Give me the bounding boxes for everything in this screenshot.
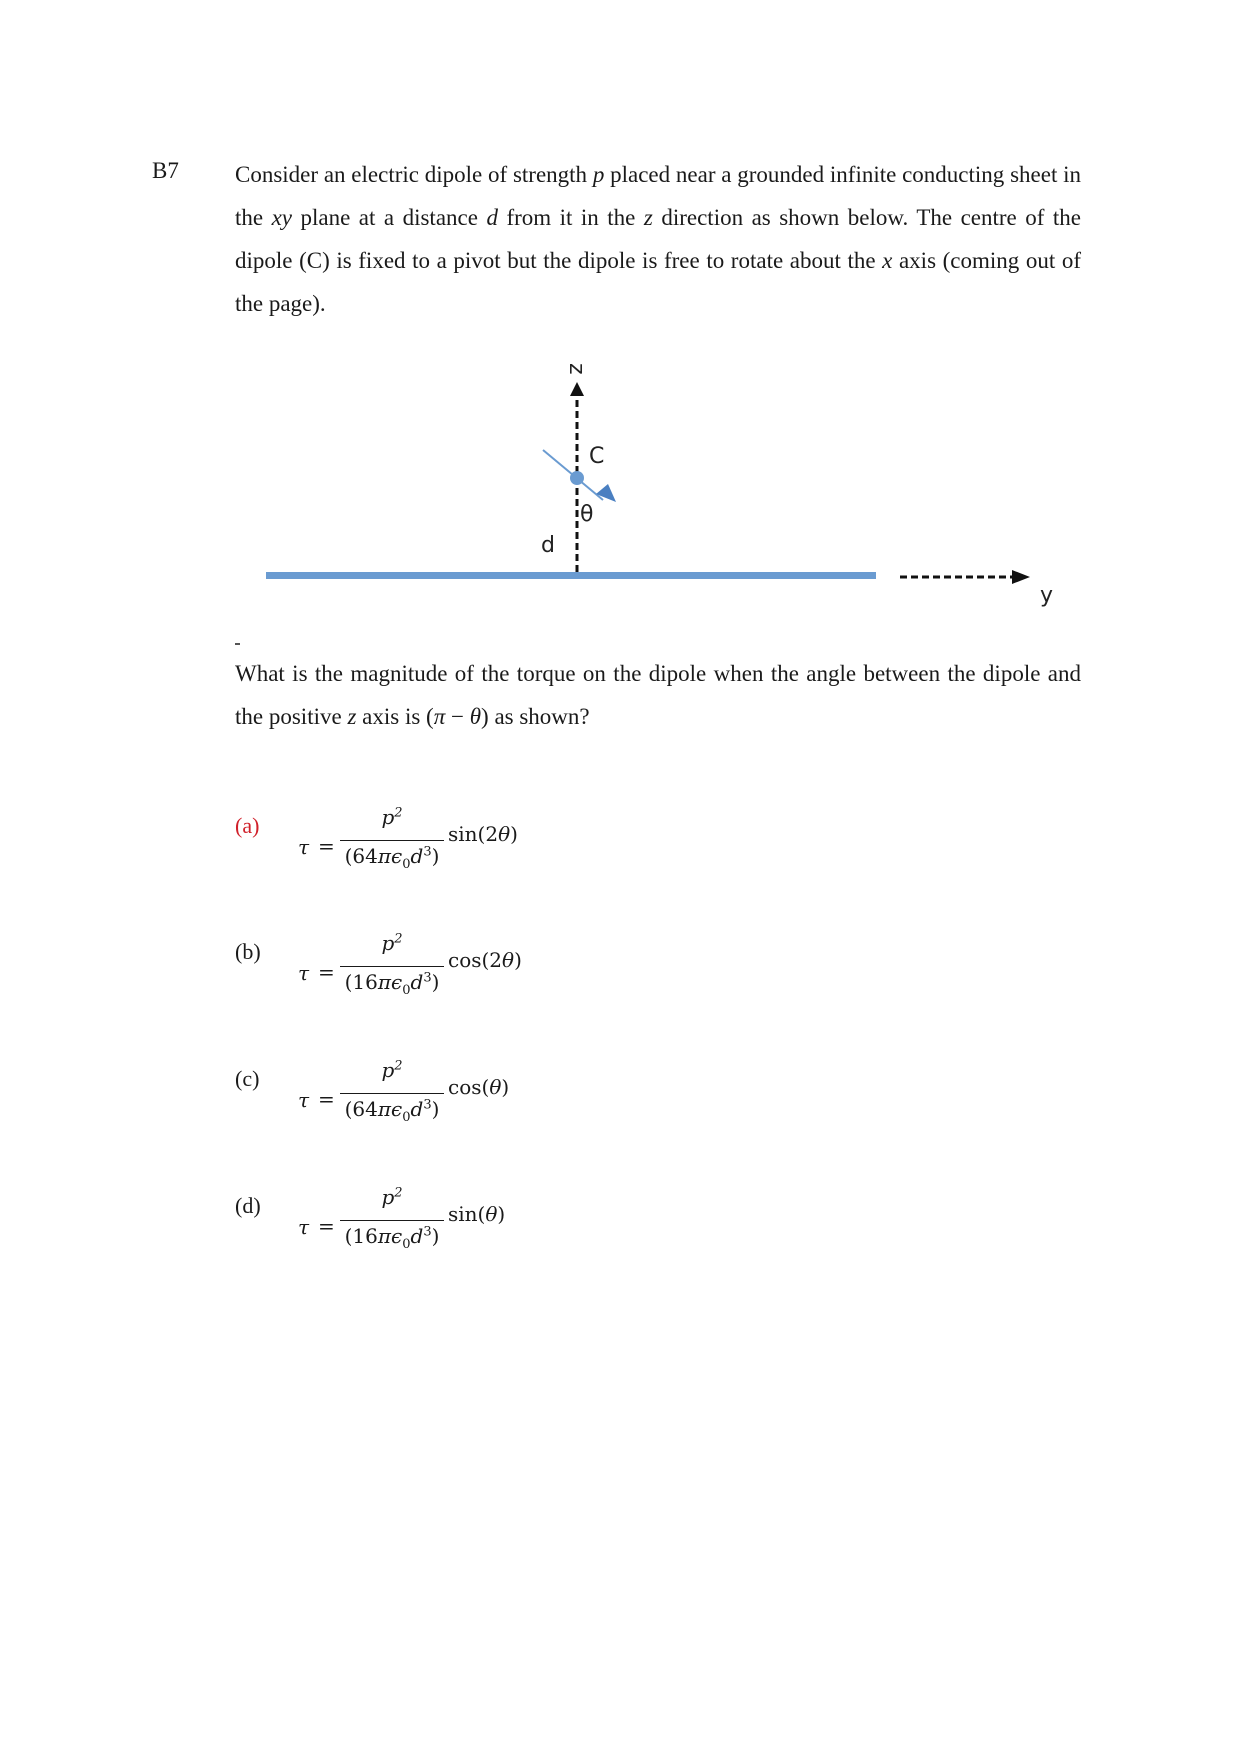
denominator: $(64\pi\epsilon_0d^3)$ <box>344 1097 440 1125</box>
option-b-formula[interactable] <box>298 931 558 1011</box>
option-c-label[interactable]: (c) <box>235 1066 260 1091</box>
trig-factor: cos(θ) <box>448 1075 510 1099</box>
equals-sign: = <box>318 1214 335 1238</box>
z-axis-arrowhead <box>570 382 584 396</box>
distance-label-d: d <box>541 533 555 558</box>
fraction-bar <box>340 840 444 841</box>
stray-mark <box>235 643 240 645</box>
fraction-bar <box>340 1220 444 1221</box>
y-axis-arrowhead <box>1012 570 1030 584</box>
fraction-bar <box>340 1093 444 1094</box>
z-axis-label: z <box>564 363 589 375</box>
equals-sign: = <box>318 834 335 858</box>
y-axis-label: y <box>1040 583 1054 608</box>
option-b-label[interactable]: (b) <box>235 939 261 964</box>
option-a-label[interactable]: (a) <box>235 813 260 838</box>
torque-symbol: τ <box>298 835 310 859</box>
denominator: $(64\pi\epsilon_0d^3)$ <box>344 844 440 872</box>
option-a-formula[interactable] <box>298 805 558 885</box>
dipole-arrowhead <box>596 484 616 502</box>
conducting-sheet <box>266 572 876 579</box>
question-intro: Consider an electric dipole of strength p placed near a grounded infinite conducting sheet in the xy plane at a distance d from it in the z direction as shown below. The centre of the dipole (C) is fixed to a pivot but the dipole is free to rotate about the x axis (coming out of the page). <box>235 162 1082 316</box>
denominator: $(16\pi\epsilon_0d^3)$ <box>344 1224 440 1252</box>
torque-symbol: τ <box>298 961 310 985</box>
denominator: $(16\pi\epsilon_0d^3)$ <box>344 970 440 998</box>
dipole-pivot <box>570 471 584 485</box>
trig-factor: sin(2θ) <box>448 822 518 846</box>
question-stem: What is the magnitude of the torque on the dipole when the angle between the dipole and the positive z axis is (π − θ) as shown? <box>235 661 1081 729</box>
option-d-formula[interactable] <box>298 1185 558 1265</box>
pivot-label-c: C <box>589 444 605 469</box>
option-c-formula[interactable] <box>298 1058 558 1138</box>
trig-factor: sin(θ) <box>448 1202 506 1226</box>
numerator: $p^2$ <box>381 805 403 829</box>
torque-symbol: τ <box>298 1088 310 1112</box>
dipole-diagram <box>0 0 1241 640</box>
theta-label: θ <box>580 502 594 527</box>
numerator: $p^2$ <box>381 1058 403 1082</box>
equals-sign: = <box>318 1087 335 1111</box>
torque-symbol: τ <box>298 1215 310 1239</box>
equals-sign: = <box>318 960 335 984</box>
fraction-bar <box>340 966 444 967</box>
trig-factor: cos(2θ) <box>448 948 522 972</box>
question-number: B7 <box>152 158 179 183</box>
numerator: $p^2$ <box>381 1185 403 1209</box>
option-d-label[interactable]: (d) <box>235 1193 261 1218</box>
numerator: $p^2$ <box>381 931 403 955</box>
